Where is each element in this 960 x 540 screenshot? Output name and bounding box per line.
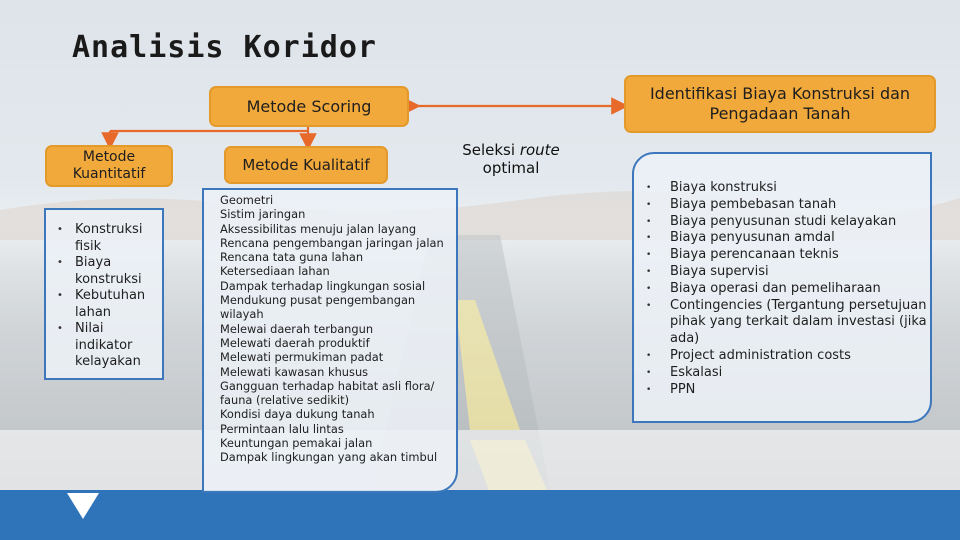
list-item: Keuntungan pemakai jalan [220, 436, 373, 451]
list-item: Dampak terhadap lingkungan sosial [220, 278, 426, 293]
seleksi-prefix: Seleksi [462, 141, 520, 159]
metode-kualitatif-label: Metode Kualitatif [242, 156, 370, 174]
list-item: Gangguan terhadap habitat asli flora/ fauna (relative sedikit) [220, 378, 435, 408]
list-item: • Kebutuhan lahan [56, 288, 160, 321]
list-item: • Biaya konstruksi [646, 180, 928, 197]
list-item: Sistim jaringan [220, 207, 306, 222]
list-item: Melewai daerah terbangun [220, 321, 374, 336]
list-item: • Konstruksi fisik [56, 222, 160, 255]
list-item: Melewati daerah produktif [220, 335, 370, 350]
kualitatif-list [220, 193, 456, 465]
list-item: Kondisi daya dukung tanah [220, 407, 375, 422]
list-item: • Biaya pembebasan tanah [646, 197, 928, 214]
list-item: Rencana pengembangan jaringan jalan [220, 235, 444, 250]
metode-scoring-box [209, 86, 409, 127]
bottom-bar [0, 490, 960, 540]
seleksi-route-optimal-label [444, 141, 578, 186]
identifikasi-biaya-label: Identifikasi Biaya Konstruksi dan Pengadaan Tanah [649, 84, 911, 123]
list-item: • Contingencies (Tergantung persetujuan pihak yang terkait dalam investasi (jika ada) [646, 298, 928, 348]
metode-kualitatif-box [224, 146, 388, 184]
list-item: • Biaya supervisi [646, 264, 928, 281]
list-item: Ketersediaan lahan [220, 264, 330, 279]
list-item: Mendukung pusat pengembangan wilayah [220, 293, 416, 322]
list-item: Permintaan lalu lintas [220, 421, 344, 436]
list-item: • Eskalasi [646, 365, 928, 382]
metode-kuantitatif-label: Metode Kuantitatif [72, 149, 146, 182]
seleksi-route-word: route [519, 141, 560, 159]
list-item: Melewati kawasan khusus [220, 364, 369, 379]
list-item: • PPN [646, 382, 928, 399]
biaya-panel [632, 152, 932, 423]
list-item: Rencana tata guna lahan [220, 250, 364, 265]
identifikasi-biaya-box [624, 75, 936, 133]
metode-scoring-label: Metode Scoring [246, 97, 372, 116]
list-item: • Biaya operasi dan pemeliharaan [646, 281, 928, 298]
list-item: Aksessibilitas menuju jalan layang [220, 221, 417, 236]
page-title: Analisis Koridor [72, 30, 377, 65]
list-item: • Biaya perencanaan teknis [646, 247, 928, 264]
list-item: • Project administration costs [646, 348, 928, 365]
list-item: Geometri [220, 193, 274, 207]
metode-kuantitatif-box [45, 145, 173, 187]
list-item: • Biaya konstruksi [56, 255, 160, 288]
kualitatif-panel [202, 188, 458, 493]
list-item: • Nilai indikator kelayakan [56, 321, 160, 371]
kuantitatif-list [56, 222, 160, 371]
kuantitatif-panel [44, 208, 164, 380]
seleksi-suffix: optimal [482, 159, 540, 177]
list-item: Melewati permukiman padat [220, 350, 384, 365]
list-item: Dampak lingkungan yang akan timbul [220, 450, 438, 465]
biaya-list [646, 180, 928, 398]
list-item: • Biaya penyusunan amdal [646, 230, 928, 247]
list-item: • Biaya penyusunan studi kelayakan [646, 214, 928, 231]
triangle-down-icon [65, 491, 101, 521]
